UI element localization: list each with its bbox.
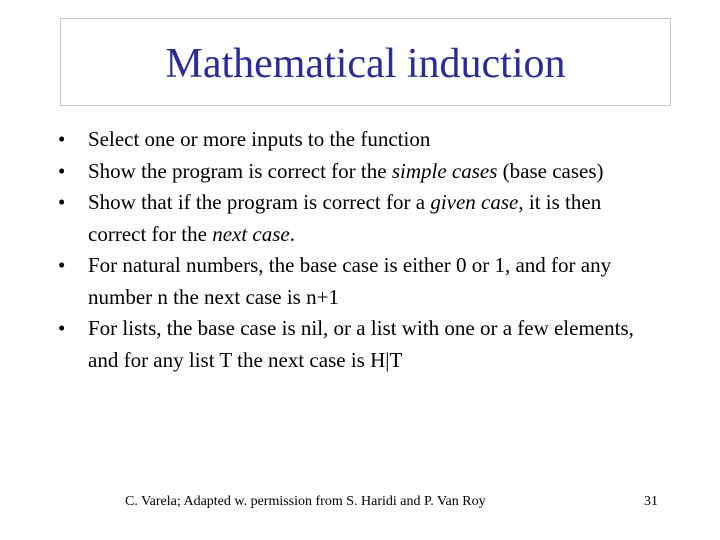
bullet-list (58, 124, 658, 376)
bullet-dot-icon: • (58, 316, 66, 340)
bullet-item (58, 250, 658, 313)
bullet-emphasis-text: given case (430, 190, 519, 214)
bullet-dot-icon: • (58, 158, 66, 183)
title-box (60, 18, 671, 106)
page-number: 31 (644, 494, 658, 509)
bullet-text: For natural numbers, the base case is either 0 or 1, and for any number n the next case is n+1 (88, 253, 612, 309)
bullet-emphasis-text: simple cases (391, 158, 498, 183)
bullet-text: Show that if the program is correct for a (88, 190, 431, 214)
bullet-item (58, 156, 658, 188)
bullet-item (58, 187, 658, 250)
bullet-text: . (289, 221, 295, 246)
slide-footer: C. Varela; Adapted w. permission from S. Haridi and P. Van Roy (125, 494, 486, 509)
bullet-text: Show the program is correct for the (88, 158, 392, 183)
bullet-text: For lists, the base case is nil, or a list with one or a few elements, and for any list T the next case is H|T (88, 316, 634, 372)
bullet-item (58, 313, 658, 376)
bullet-dot-icon: • (58, 253, 66, 277)
bullet-emphasis-text: next case (212, 221, 290, 246)
bullet-item (58, 124, 658, 156)
bullet-text: Select one or more inputs to the function (88, 127, 431, 151)
bullet-text: (base cases) (497, 158, 604, 183)
bullet-dot-icon: • (58, 190, 66, 214)
slide-title: Mathematical induction (165, 41, 566, 87)
bullet-text: , it is then correct for the (88, 190, 602, 246)
bullet-dot-icon: • (58, 127, 66, 151)
